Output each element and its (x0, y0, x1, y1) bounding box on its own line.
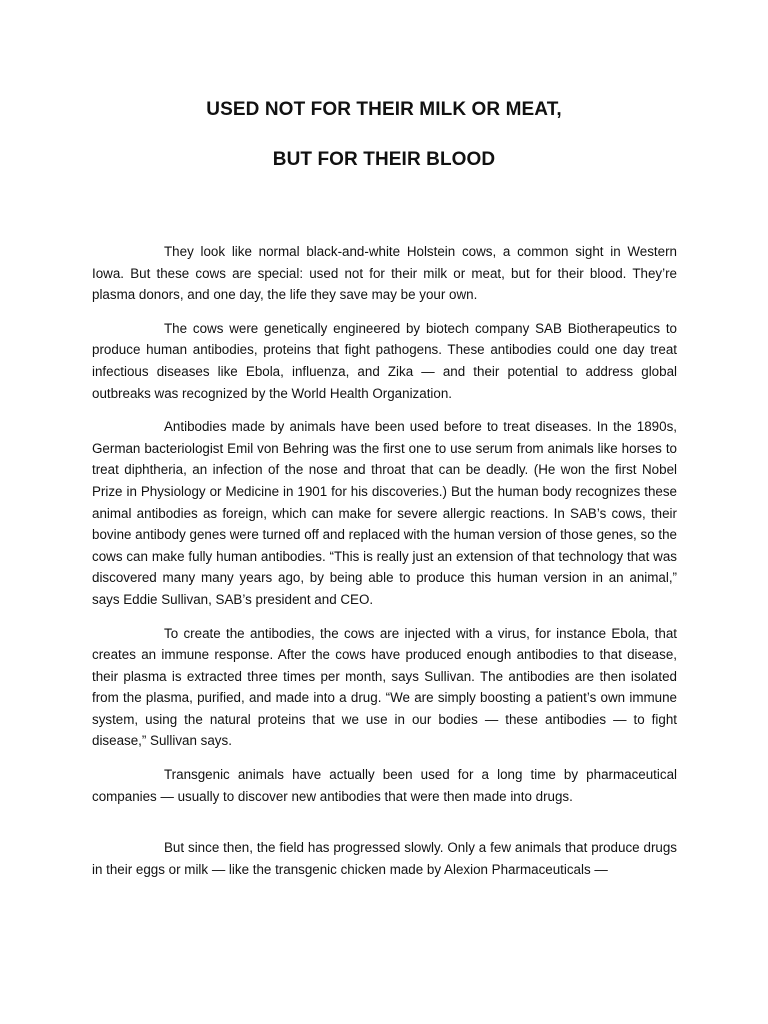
article-body (92, 241, 677, 892)
title-line-2: BUT FOR THEIR BLOOD (272, 149, 496, 170)
paragraph-5: Transgenic animals have actually been used for a long time by pharmaceutical companies — usually to discover new antibodies that were then made into drugs. (92, 767, 677, 804)
title-line-1: USED NOT FOR THEIR MILK OR MEAT, (206, 99, 562, 120)
paragraph-4: To create the antibodies, the cows are injected with a virus, for instance Ebola, that creates an immune response. After the cows have produced enough antibodies to that disease, their plasma is extracted three times per month, says Sullivan. The antibodies are then isolated from the plasma, purified, and made into a drug. “We are simply boosting a patient’s own immune system, using the natural proteins that we use in our bodies — these antibodies — to fight disease,” Sullivan says. (92, 625, 677, 749)
paragraph-3: Antibodies made by animals have been used before to treat diseases. In the 1890s, German bacteriologist Emil von Behring was the first one to use serum from animals like horses to treat diphtheria, an infection of the nose and throat that can be deadly. (He won the first Nobel Prize in Physiology or Medicine in 1901 for his discoveries.) But the human body recognizes these animal antibodies as foreign, which can make for severe allergic reactions. In SAB’s cows, their bovine antibody genes were turned off and replaced with the human version of those genes, so the cows can make fully human antibodies. “This is really just an extension of that technology that was discovered many many years ago, by being able to produce this human version in an animal,” says Eddie Sullivan, SAB’s president and CEO. (92, 419, 677, 607)
paragraph-1: They look like normal black-and-white Holstein cows, a common sight in Western Iowa. But these cows are special: used not for their milk or meat, but for their blood. They’re plasma donors, and one day, the life they save may be your own. (92, 244, 677, 303)
paragraph-6: But since then, the field has progressed slowly. Only a few animals that produce drugs in their eggs or milk — like the transgenic chicken made by Alexion Pharmaceuticals — (92, 840, 677, 877)
paragraph-2: The cows were genetically engineered by biotech company SAB Biotherapeutics to produce human antibodies, proteins that fight pathogens. These antibodies could one day treat infectious diseases like Ebola, influenza, and Zika — and their potential to address global outbreaks was recognized by the World Health Organization. (92, 320, 677, 401)
